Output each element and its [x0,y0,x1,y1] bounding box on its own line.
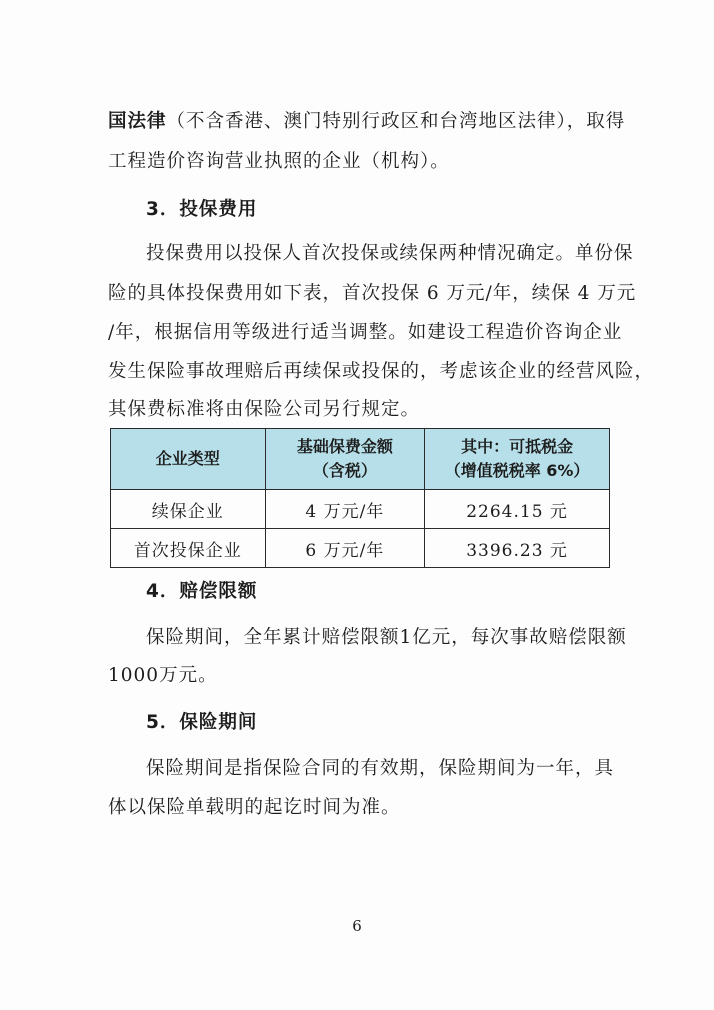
section-3-line-3: /年，根据信用等级进行适当调整。如建设工程造价咨询企业 [108,322,623,343]
intro-line-1-rest: （不含香港、澳门特别行政区和台湾地区法律），取得 [166,111,626,132]
section-4-line-1: 保险期间，全年累计赔偿限额1亿元，每次事故赔偿限额 [146,627,627,648]
table-row [111,529,610,568]
section-3-line-2: 险的具体投保费用如下表，首次投保 6 万元/年，续保 4 万元 [108,283,637,304]
header-base-premium [265,429,425,490]
intro-bold-text: 国法律 [108,111,167,132]
page-number: 6 [352,917,362,935]
header-deductible-tax-line2: （增值税税率 6%） [444,461,590,480]
section-5-heading: 5．保险期间 [146,712,258,733]
table-cell: 续保企业 [111,490,266,529]
section-5-line-1: 保险期间是指保险合同的有效期，保险期间为一年，具 [146,758,615,779]
section-5-line-2: 体以保险单载明的起讫时间为准。 [108,797,401,818]
header-base-premium-line2: （含税） [312,461,377,480]
section-4-heading: 4．赔偿限额 [146,581,258,602]
section-3-line-4: 发生保险事故理赔后再续保或投保的，考虑该企业的经营风险， [108,361,655,382]
header-deductible-tax [425,429,610,490]
header-deductible-tax-line1: 其中：可抵税金 [461,437,574,456]
table-row [111,490,610,529]
section-3-heading: 3．投保费用 [146,199,258,220]
insurance-fee-table [110,428,610,568]
intro-line-1 [108,110,628,134]
section-4-line-2: 1000万元。 [108,665,218,686]
intro-line-2: 工程造价咨询营业执照的企业（机构）。 [108,151,450,172]
header-enterprise-type [111,429,266,490]
section-3-line-1: 投保费用以投保人首次投保或续保两种情况确定。单份保 [146,243,634,264]
table-cell: 首次投保企业 [111,529,266,568]
header-enterprise-type-text: 企业类型 [155,449,220,468]
table-cell: 3396.23 元 [425,529,610,568]
table-cell: 2264.15 元 [425,490,610,529]
table-cell: 4 万元/年 [265,490,425,529]
header-base-premium-line1: 基础保费金额 [296,437,393,456]
table-cell: 6 万元/年 [265,529,425,568]
section-3-line-5: 其保费标准将由保险公司另行规定。 [108,399,421,420]
table-header-row [111,429,610,490]
